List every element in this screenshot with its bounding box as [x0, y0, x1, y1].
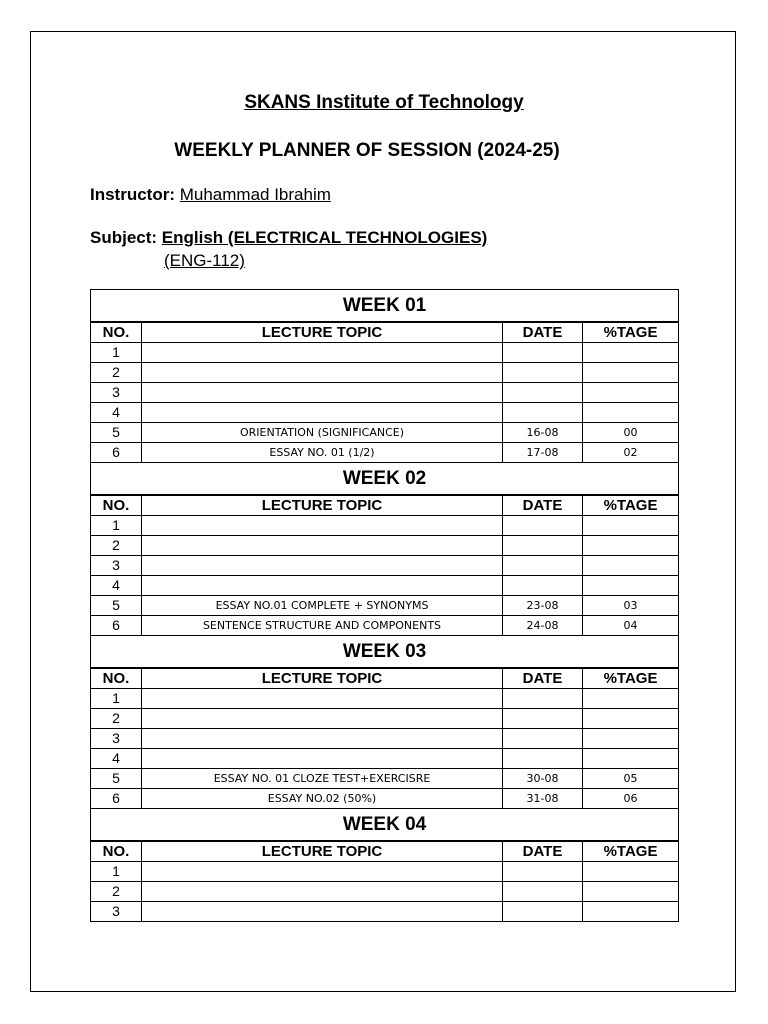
date-cell: 17-08	[503, 443, 583, 463]
subject-name: English (ELECTRICAL TECHNOLOGIES)	[161, 228, 488, 247]
row-number: 6	[91, 789, 142, 809]
row-number: 2	[91, 363, 142, 383]
row-number: 5	[91, 423, 142, 443]
date-cell: 30-08	[503, 769, 583, 789]
table-row	[91, 689, 679, 709]
date-cell	[503, 403, 583, 423]
lecture-topic-cell: ESSAY NO.02 (50%)	[142, 789, 503, 809]
institute-title: SKANS Institute of Technology	[244, 92, 524, 113]
header-no: NO.	[91, 322, 142, 343]
row-number: 6	[91, 443, 142, 463]
row-number: 3	[91, 729, 142, 749]
row-number: 3	[91, 556, 142, 576]
header-lecture-topic: LECTURE TOPIC	[142, 668, 503, 689]
lecture-topic-cell	[142, 689, 503, 709]
row-number: 5	[91, 596, 142, 616]
header-percentage: %TAGE	[583, 668, 679, 689]
header-no: NO.	[91, 668, 142, 689]
subject-line	[90, 228, 487, 248]
table-row	[91, 536, 679, 556]
instructor-label: Instructor:	[90, 185, 175, 204]
percentage-cell	[583, 536, 679, 556]
subject-code: (ENG-112)	[164, 251, 245, 270]
percentage-cell: 04	[583, 616, 679, 636]
percentage-cell	[583, 882, 679, 902]
table-row	[91, 902, 679, 922]
date-cell: 24-08	[503, 616, 583, 636]
row-number: 2	[91, 882, 142, 902]
subject-label: Subject:	[90, 228, 158, 247]
lecture-topic-cell	[142, 363, 503, 383]
percentage-cell	[583, 576, 679, 596]
table-row	[91, 709, 679, 729]
header-date: DATE	[503, 322, 583, 343]
percentage-cell	[583, 516, 679, 536]
percentage-cell: 06	[583, 789, 679, 809]
lecture-topic-cell	[142, 343, 503, 363]
date-cell	[503, 576, 583, 596]
row-number: 6	[91, 616, 142, 636]
percentage-cell	[583, 343, 679, 363]
lecture-topic-cell	[142, 403, 503, 423]
date-cell	[503, 749, 583, 769]
planner-title: WEEKLY PLANNER OF SESSION (2024-25)	[174, 140, 560, 161]
date-cell	[503, 363, 583, 383]
row-number: 5	[91, 769, 142, 789]
row-number: 3	[91, 902, 142, 922]
date-cell: 16-08	[503, 423, 583, 443]
date-cell	[503, 383, 583, 403]
table-row	[91, 596, 679, 616]
lecture-topic-cell: ORIENTATION (SIGNIFICANCE)	[142, 423, 503, 443]
row-number: 1	[91, 516, 142, 536]
date-cell	[503, 729, 583, 749]
header-date: DATE	[503, 495, 583, 516]
weekly-planner-table	[90, 289, 679, 922]
row-number: 1	[91, 689, 142, 709]
date-cell	[503, 902, 583, 922]
table-row	[91, 516, 679, 536]
lecture-topic-cell: ESSAY NO. 01 (1/2)	[142, 443, 503, 463]
lecture-topic-cell	[142, 862, 503, 882]
lecture-topic-cell	[142, 383, 503, 403]
row-number: 4	[91, 749, 142, 769]
percentage-cell	[583, 363, 679, 383]
instructor-line	[90, 185, 331, 205]
week-header-row	[91, 636, 679, 669]
lecture-topic-cell	[142, 536, 503, 556]
table-row	[91, 882, 679, 902]
week-header-row	[91, 290, 679, 323]
percentage-cell: 05	[583, 769, 679, 789]
date-cell	[503, 862, 583, 882]
lecture-topic-cell	[142, 902, 503, 922]
instructor-name: Muhammad Ibrahim	[179, 185, 331, 204]
row-number: 1	[91, 343, 142, 363]
table-row	[91, 556, 679, 576]
lecture-topic-cell	[142, 882, 503, 902]
table-row	[91, 363, 679, 383]
header-percentage: %TAGE	[583, 322, 679, 343]
header-lecture-topic: LECTURE TOPIC	[142, 841, 503, 862]
column-header-row	[91, 322, 679, 343]
header-no: NO.	[91, 841, 142, 862]
header-lecture-topic: LECTURE TOPIC	[142, 495, 503, 516]
header-percentage: %TAGE	[583, 495, 679, 516]
lecture-topic-cell: SENTENCE STRUCTURE AND COMPONENTS	[142, 616, 503, 636]
lecture-topic-cell	[142, 576, 503, 596]
table-row	[91, 343, 679, 363]
row-number: 4	[91, 403, 142, 423]
table-row	[91, 443, 679, 463]
row-number: 2	[91, 536, 142, 556]
week-title: WEEK 01	[91, 290, 679, 323]
percentage-cell	[583, 729, 679, 749]
table-row	[91, 616, 679, 636]
percentage-cell	[583, 403, 679, 423]
date-cell	[503, 709, 583, 729]
table-row	[91, 576, 679, 596]
week-title: WEEK 03	[91, 636, 679, 669]
lecture-topic-cell: ESSAY NO. 01 CLOZE TEST+EXERCISRE	[142, 769, 503, 789]
table-row	[91, 423, 679, 443]
lecture-topic-cell	[142, 556, 503, 576]
header-lecture-topic: LECTURE TOPIC	[142, 322, 503, 343]
lecture-topic-cell	[142, 709, 503, 729]
header-percentage: %TAGE	[583, 841, 679, 862]
table-row	[91, 403, 679, 423]
table-row	[91, 749, 679, 769]
percentage-cell	[583, 709, 679, 729]
header-no: NO.	[91, 495, 142, 516]
table-row	[91, 862, 679, 882]
percentage-cell	[583, 689, 679, 709]
header-date: DATE	[503, 841, 583, 862]
percentage-cell	[583, 556, 679, 576]
column-header-row	[91, 668, 679, 689]
date-cell: 23-08	[503, 596, 583, 616]
date-cell	[503, 343, 583, 363]
date-cell	[503, 536, 583, 556]
date-cell	[503, 516, 583, 536]
percentage-cell	[583, 749, 679, 769]
table-row	[91, 769, 679, 789]
week-header-row	[91, 463, 679, 496]
lecture-topic-cell	[142, 516, 503, 536]
date-cell	[503, 882, 583, 902]
percentage-cell: 02	[583, 443, 679, 463]
table-row	[91, 383, 679, 403]
date-cell: 31-08	[503, 789, 583, 809]
week-header-row	[91, 809, 679, 842]
week-title: WEEK 04	[91, 809, 679, 842]
percentage-cell	[583, 383, 679, 403]
row-number: 4	[91, 576, 142, 596]
row-number: 1	[91, 862, 142, 882]
percentage-cell	[583, 862, 679, 882]
percentage-cell: 03	[583, 596, 679, 616]
row-number: 2	[91, 709, 142, 729]
lecture-topic-cell	[142, 749, 503, 769]
lecture-topic-cell	[142, 729, 503, 749]
lecture-topic-cell: ESSAY NO.01 COMPLETE + SYNONYMS	[142, 596, 503, 616]
percentage-cell: 00	[583, 423, 679, 443]
percentage-cell	[583, 902, 679, 922]
column-header-row	[91, 841, 679, 862]
date-cell	[503, 689, 583, 709]
column-header-row	[91, 495, 679, 516]
row-number: 3	[91, 383, 142, 403]
date-cell	[503, 556, 583, 576]
header-date: DATE	[503, 668, 583, 689]
table-row	[91, 789, 679, 809]
table-row	[91, 729, 679, 749]
week-title: WEEK 02	[91, 463, 679, 496]
